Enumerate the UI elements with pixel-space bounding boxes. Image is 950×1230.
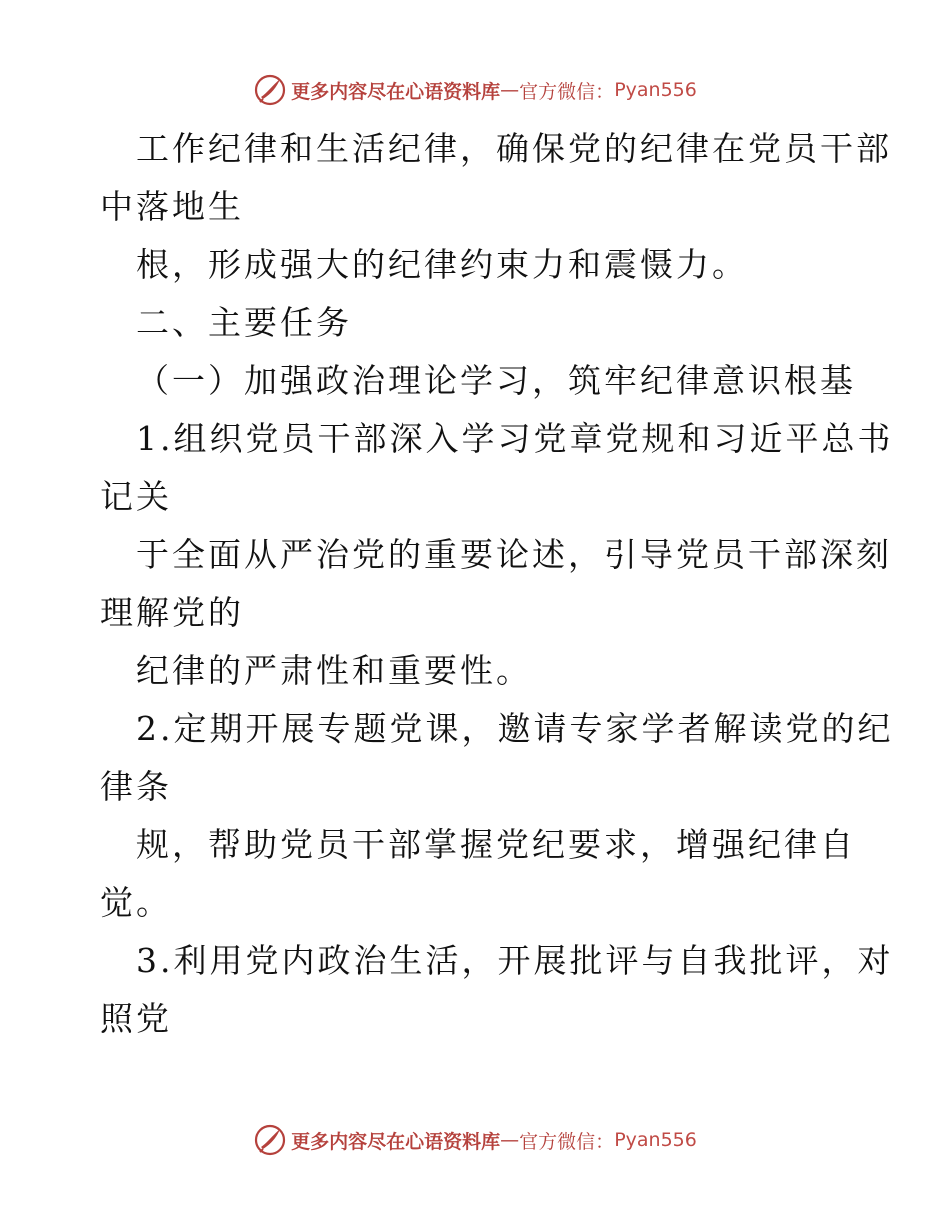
subsection-heading: （一）加强政治理论学习，筑牢纪律意识根基 bbox=[136, 361, 856, 400]
text-line: 律条 bbox=[100, 767, 172, 806]
feather-pen-logo-icon bbox=[253, 73, 287, 107]
text-line: 觉。 bbox=[100, 883, 172, 922]
text-line: 2.定期开展专题党课，邀请专家学者解读党的纪 bbox=[136, 709, 894, 748]
text-line: 中落地生 bbox=[100, 187, 244, 226]
text-line: 照党 bbox=[100, 999, 172, 1038]
watermark-wechat-id: Pyan556 bbox=[614, 79, 697, 101]
watermark-wechat-id: Pyan556 bbox=[614, 1129, 697, 1151]
watermark-wechat-label: 官方微信： bbox=[519, 80, 615, 103]
document-body bbox=[100, 120, 894, 1048]
watermark-main-text: 更多内容尽在心语资料库 bbox=[291, 80, 501, 103]
footer-watermark bbox=[0, 1120, 950, 1160]
text-line: 3.利用党内政治生活，开展批评与自我批评，对 bbox=[136, 941, 894, 980]
text-line: 工作纪律和生活纪律，确保党的纪律在党员干部 bbox=[136, 129, 892, 168]
text-line: 纪律的严肃性和重要性。 bbox=[136, 651, 532, 690]
text-line: 理解党的 bbox=[100, 593, 244, 632]
watermark-main-text: 更多内容尽在心语资料库 bbox=[291, 1130, 501, 1153]
feather-pen-logo-icon bbox=[253, 1123, 287, 1157]
section-heading: 二、主要任务 bbox=[136, 303, 352, 342]
watermark-wechat-label: 官方微信： bbox=[519, 1130, 615, 1153]
text-line: 1.组织党员干部深入学习党章党规和习近平总书 bbox=[136, 419, 894, 458]
text-line: 记关 bbox=[100, 477, 172, 516]
watermark-dash: — bbox=[500, 1129, 520, 1151]
header-watermark bbox=[0, 70, 950, 110]
text-line: 规，帮助党员干部掌握党纪要求，增强纪律自 bbox=[136, 825, 856, 864]
text-line: 根，形成强大的纪律约束力和震慑力。 bbox=[136, 245, 748, 284]
text-line: 于全面从严治党的重要论述，引导党员干部深刻 bbox=[136, 535, 892, 574]
watermark-dash: — bbox=[500, 79, 520, 101]
